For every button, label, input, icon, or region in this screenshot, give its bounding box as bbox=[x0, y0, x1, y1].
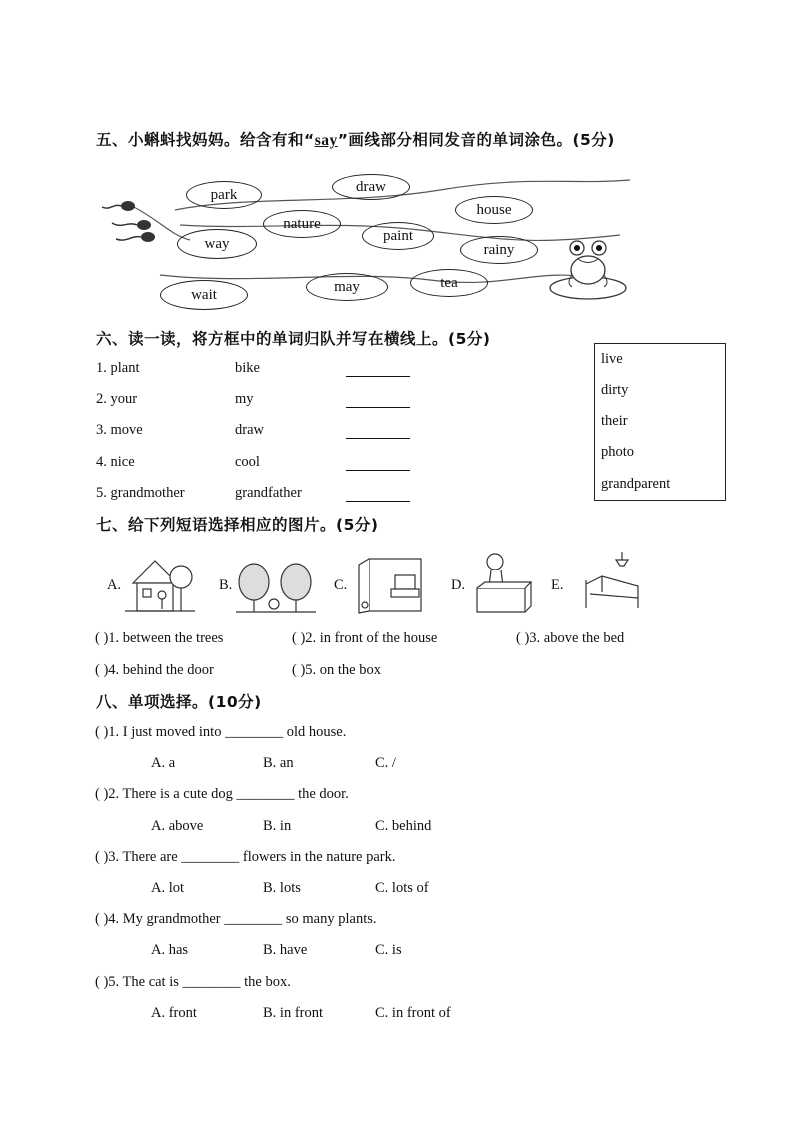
sec6-row1-blank[interactable] bbox=[346, 362, 410, 377]
sec6-row1-word-a: 1. plant bbox=[96, 360, 140, 376]
sec6-row4-word-a: 4. nice bbox=[96, 454, 135, 470]
word-bubble-house[interactable]: house bbox=[455, 196, 533, 224]
word-bubble-rainy[interactable]: rainy bbox=[460, 236, 538, 264]
word-box-item: their bbox=[601, 413, 628, 429]
word-box bbox=[594, 343, 726, 501]
box-picture-icon bbox=[473, 550, 533, 615]
sec8-question-1: ( )1. I just moved into ________ old house. bbox=[95, 724, 347, 740]
sec6-row2-blank[interactable] bbox=[346, 393, 410, 408]
sec8-q1-option-c[interactable]: C. / bbox=[375, 755, 396, 771]
word-box-item: grandparent bbox=[601, 476, 671, 492]
sec8-q1-option-b[interactable]: B. an bbox=[263, 755, 294, 771]
sec8-q2-option-b[interactable]: B. in bbox=[263, 818, 292, 834]
house-picture-icon bbox=[125, 555, 195, 615]
sec8-question-2: ( )2. There is a cute dog ________ the door. bbox=[95, 786, 349, 802]
sec8-q5-option-c[interactable]: C. in front of bbox=[375, 1005, 451, 1021]
sec7-phrase-2: ( )2. in front of the house bbox=[292, 630, 438, 646]
word-box-item: photo bbox=[601, 444, 635, 460]
section7-title: 七、给下列短语选择相应的图片。(5分) bbox=[96, 516, 379, 534]
word-bubble-may[interactable]: may bbox=[306, 273, 388, 301]
word-bubble-draw[interactable]: draw bbox=[332, 174, 410, 200]
sec7-phrase-5: ( )5. on the box bbox=[292, 662, 381, 678]
sec8-question-5: ( )5. The cat is ________ the box. bbox=[95, 974, 291, 990]
sec6-row5-blank[interactable] bbox=[346, 487, 410, 502]
sec8-q4-option-a[interactable]: A. has bbox=[151, 942, 189, 958]
pic-label-e: E. bbox=[551, 577, 564, 593]
section5-title-pre: 五、小蝌蚪找妈妈。给含有和“ bbox=[96, 131, 315, 149]
word-box-item: live bbox=[601, 351, 623, 367]
sec6-row3-blank[interactable] bbox=[346, 424, 410, 439]
word-bubble-nature[interactable]: nature bbox=[263, 210, 341, 238]
sec8-q3-option-b[interactable]: B. lots bbox=[263, 880, 301, 896]
sec8-q1-option-a[interactable]: A. a bbox=[151, 755, 176, 771]
sec6-row4-blank[interactable] bbox=[346, 456, 410, 471]
pic-label-c: C. bbox=[334, 577, 348, 593]
trees-picture-icon bbox=[236, 560, 316, 615]
sec6-row2-word-a: 2. your bbox=[96, 391, 138, 407]
pic-label-d: D. bbox=[451, 577, 466, 593]
sec7-phrase-4: ( )4. behind the door bbox=[95, 662, 214, 678]
section8-title: 八、单项选择。(10分) bbox=[96, 693, 262, 711]
sec6-row4-word-b: cool bbox=[235, 454, 260, 470]
sec8-q3-option-c[interactable]: C. lots of bbox=[375, 880, 429, 896]
sec8-q4-option-b[interactable]: B. have bbox=[263, 942, 308, 958]
sec8-q2-option-a[interactable]: A. above bbox=[151, 818, 204, 834]
word-bubble-paint[interactable]: paint bbox=[362, 222, 434, 250]
word-bubble-way[interactable]: way bbox=[177, 229, 257, 259]
sec7-phrase-3: ( )3. above the bed bbox=[516, 630, 625, 646]
sec6-row2-word-b: my bbox=[235, 391, 254, 407]
word-bubble-wait[interactable]: wait bbox=[160, 280, 248, 310]
sec8-q3-option-a[interactable]: A. lot bbox=[151, 880, 185, 896]
sec8-q5-option-a[interactable]: A. front bbox=[151, 1005, 197, 1021]
section5-key-word: say bbox=[314, 132, 338, 149]
sec7-phrase-1: ( )1. between the trees bbox=[95, 630, 224, 646]
word-bubble-tea[interactable]: tea bbox=[410, 269, 488, 297]
door-picture-icon bbox=[355, 555, 425, 615]
section5-title-post: ”画线部分相同发音的单词涂色。(5分) bbox=[337, 131, 615, 149]
sec8-q4-option-c[interactable]: C. is bbox=[375, 942, 402, 958]
sec6-row5-word-b: grandfather bbox=[235, 485, 302, 501]
pic-label-b: B. bbox=[219, 577, 233, 593]
sec6-row3-word-a: 3. move bbox=[96, 422, 143, 438]
sec8-q5-option-b[interactable]: B. in front bbox=[263, 1005, 324, 1021]
tadpoles-icon bbox=[102, 201, 155, 242]
frog-icon bbox=[550, 241, 626, 299]
sec8-q2-option-c[interactable]: C. behind bbox=[375, 818, 432, 834]
sec6-row3-word-b: draw bbox=[235, 422, 264, 438]
word-box-item: dirty bbox=[601, 382, 629, 398]
sec6-row5-word-a: 5. grandmother bbox=[96, 485, 185, 501]
section5-title bbox=[96, 128, 615, 150]
sec8-question-3: ( )3. There are ________ flowers in the nature park. bbox=[95, 849, 396, 865]
bed-picture-icon bbox=[582, 552, 642, 614]
sec8-question-4: ( )4. My grandmother ________ so many plants. bbox=[95, 911, 377, 927]
pic-label-a: A. bbox=[107, 577, 122, 593]
word-bubble-park[interactable]: park bbox=[186, 181, 262, 209]
sec6-row1-word-b: bike bbox=[235, 360, 260, 376]
section6-title: 六、读一读，将方框中的单词归队并写在横线上。(5分) bbox=[96, 330, 491, 348]
